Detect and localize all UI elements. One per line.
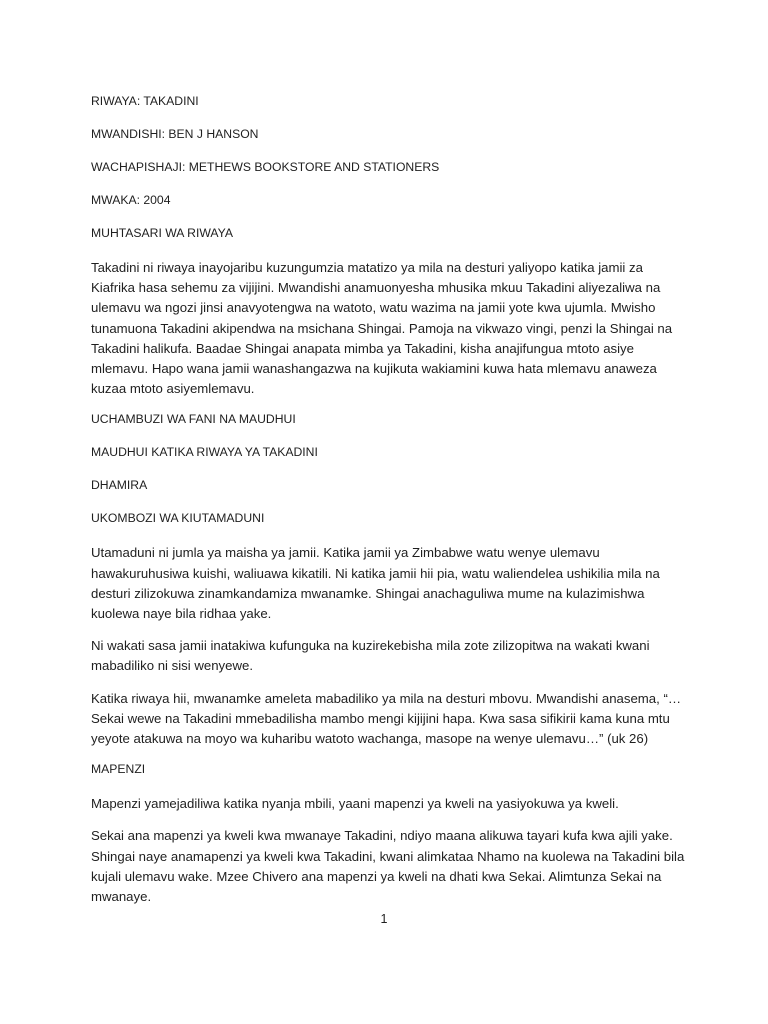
dhamira-heading: DHAMIRA [91,478,148,493]
love-paragraph-1: Mapenzi yamejadiliwa katika nyanja mbili, yaani mapenzi ya kweli na yasiyokuwa ya kweli. [91,796,619,812]
summary-paragraph: Takadini ni riwaya inayojaribu kuzungumzia matatizo ya mila na desturi yaliyopo katika jamii za Kiafrika hasa sehemu za vijijini. Mwandishi anamuonyesha mhusika mkuu Takadini aliyezaliwa na ulemavu wa ngozi jinsi anavyotengwa na watoto, watu wazima na jamii yote kwa ujumla. Mwisho tunamuona Takadini akipendwa na msichana Shingai. Pamoja na vikwazo vingi, penzi la Shingai na Takadini halikufa. Baadae Shingai anapata mimba ya Takadini, kisha anajifungua mtoto asiye mlemavu. Hapo wana jamii wanashangazwa na kujikuta wakiamini kuwa hata mlemavu anaweza kuzaa mtoto asiyemlemavu. [91,260,673,397]
page-number: 1 [380,912,388,926]
novel-title: RIWAYA: TAKADINI [91,94,199,108]
publisher-line: WACHAPISHAJI: METHEWS BOOKSTORE AND STATIONERS [91,160,440,174]
liberation-paragraph-2: Ni wakati sasa jamii inatakiwa kufunguka na kuzirekebisha mila zote zilizopitwa na wakati kwani mabadiliko ni sisi wenyewe. [91,638,650,674]
summary-heading: MUHTASARI WA RIWAYA [91,226,233,240]
liberation-heading: UKOMBOZI WA KIUTAMADUNI [91,511,265,526]
love-heading: MAPENZI [91,762,146,777]
year-line: MWAKA: 2004 [91,193,171,207]
author-line: MWANDISHI: BEN J HANSON [91,127,259,141]
liberation-paragraph-3: Katika riwaya hii, mwanamke ameleta mabadiliko ya mila na desturi mbovu. Mwandishi anasema, “… Sekai wewe na Takadini mmebadilisha mambo mengi kijijini hapa. Kwa sasa sifikirii kama kuna mtu yeyote atakuwa na moyo wa kuharibu watoto wachanga, masope na wenye ulemavu…” (uk 26) [91,690,682,747]
love-paragraph-2: Sekai ana mapenzi ya kweli kwa mwanaye Takadini, ndiyo maana alikuwa tayari kufa kwa ajili yake. Shingai naye anamapenzi ya kweli kwa Takadini, kwani alimkataa Nhamo na kuolewa na Takadini bila kujali ulemavu wake. Mzee Chivero ana mapenzi ya kweli na dhati kwa Sekai. Alimtunza Sekai na mwanaye. [91,828,685,905]
liberation-paragraph-1: Utamaduni ni jumla ya maisha ya jamii. Katika jamii ya Zimbabwe watu wenye ulemavu hawakuruhusiwa kuishi, waliuawa kikatili. Ni katika jamii hii pia, watu waliendelea ushikilia mila na desturi zilizokuwa zinamkandamiza mwanamke. Shingai anachaguliwa mume na kulazimishwa kuolewa naye bila ridhaa yake. [91,545,660,622]
themes-heading: MAUDHUI KATIKA RIWAYA YA TAKADINI [91,445,318,460]
analysis-heading: UCHAMBUZI WA FANI NA MAUDHUI [91,412,296,427]
